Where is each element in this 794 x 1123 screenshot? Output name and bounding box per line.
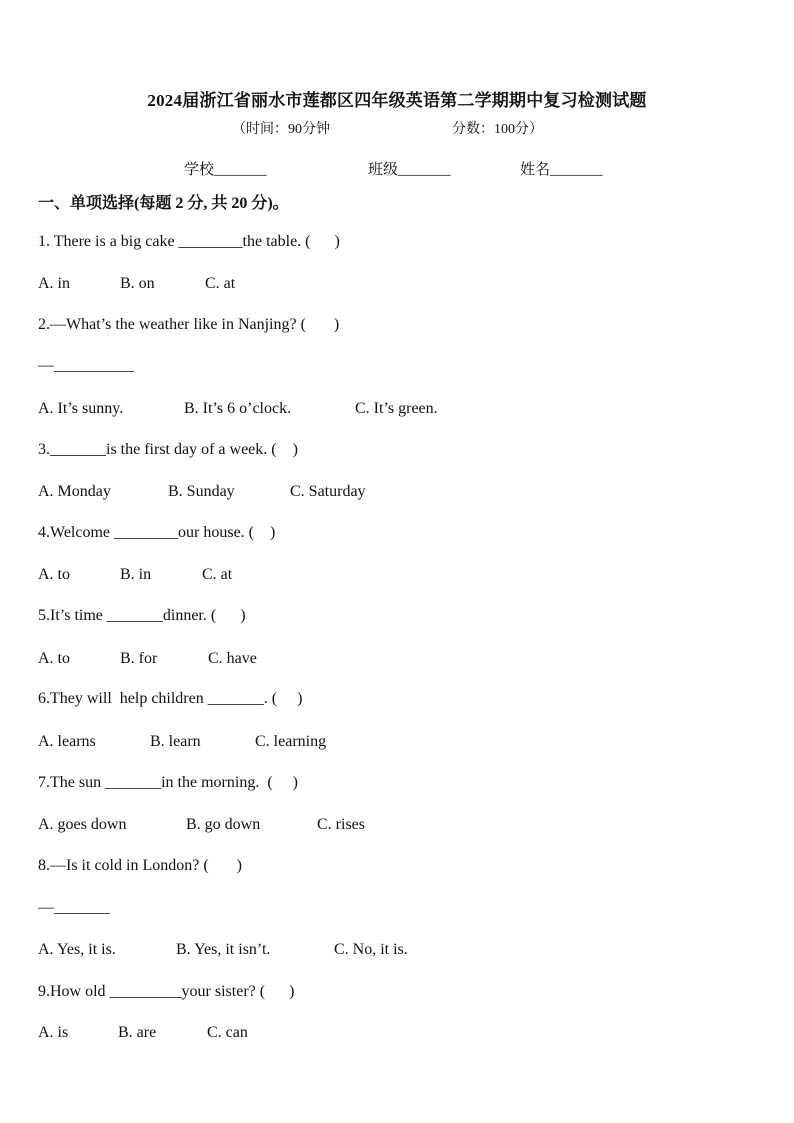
question-1-option-b: B. on bbox=[120, 275, 155, 292]
question-4-option-b: B. in bbox=[120, 566, 152, 583]
name-field: 姓名_______ bbox=[520, 162, 603, 178]
question-4-option-a: A. to bbox=[38, 566, 70, 583]
exam-time: （时间：90分钟 bbox=[232, 122, 330, 137]
question-7-option-a: A. goes down bbox=[38, 816, 127, 833]
exam-title: 2024届浙江省丽水市莲都区四年级英语第二学期期中复习检测试题 bbox=[147, 91, 647, 110]
question-9-option-a: A. is bbox=[38, 1024, 69, 1041]
question-2-stem: 2.—What’s the weather like in Nanjing? ( ) bbox=[38, 316, 340, 333]
question-2-answer-line: —__________ bbox=[38, 357, 134, 374]
question-8-stem: 8.—Is it cold in London? ( ) bbox=[38, 857, 242, 874]
question-8-answer-line: —_______ bbox=[38, 899, 110, 916]
question-3-option-c: C. Saturday bbox=[290, 483, 366, 500]
question-3-option-a: A. Monday bbox=[38, 483, 111, 500]
question-5-option-a: A. to bbox=[38, 650, 70, 667]
exam-score: 分数：100分） bbox=[452, 122, 543, 137]
question-9-option-c: C. can bbox=[207, 1024, 248, 1041]
school-field: 学校_______ bbox=[184, 162, 267, 178]
question-1-stem: 1. There is a big cake ________the table. ( ) bbox=[38, 233, 340, 250]
question-7-option-c: C. rises bbox=[317, 816, 365, 833]
question-3-stem: 3._______is the first day of a week. ( ) bbox=[38, 441, 298, 458]
question-6-option-a: A. learns bbox=[38, 733, 96, 750]
question-5-option-b: B. for bbox=[120, 650, 158, 667]
question-6-option-c: C. learning bbox=[255, 733, 327, 750]
question-3-option-b: B. Sunday bbox=[168, 483, 235, 500]
question-7-stem: 7.The sun _______in the morning. ( ) bbox=[38, 774, 298, 791]
question-5-stem: 5.It’s time _______dinner. ( ) bbox=[38, 607, 246, 624]
class-field: 班级_______ bbox=[368, 162, 451, 178]
question-2-option-a: A. It’s sunny. bbox=[38, 400, 124, 417]
question-7-option-b: B. go down bbox=[186, 816, 261, 833]
question-4-option-c: C. at bbox=[202, 566, 233, 583]
question-9-option-b: B. are bbox=[118, 1024, 157, 1041]
question-1-option-c: C. at bbox=[205, 275, 236, 292]
question-6-stem: 6.They will help children _______. ( ) bbox=[38, 690, 303, 707]
question-6-option-b: B. learn bbox=[150, 733, 201, 750]
question-1-option-a: A. in bbox=[38, 275, 70, 292]
question-8-option-a: A. Yes, it is. bbox=[38, 941, 116, 958]
question-2-option-b: B. It’s 6 o’clock. bbox=[184, 400, 292, 417]
question-8-option-b: B. Yes, it isn’t. bbox=[176, 941, 271, 958]
question-8-option-c: C. No, it is. bbox=[334, 941, 408, 958]
question-2-option-c: C. It’s green. bbox=[355, 400, 438, 417]
question-9-stem: 9.How old _________your sister? ( ) bbox=[38, 983, 295, 1000]
question-5-option-c: C. have bbox=[208, 650, 257, 667]
section-title: 一、单项选择(每题 2 分, 共 20 分)。 bbox=[38, 195, 289, 212]
question-4-stem: 4.Welcome ________our house. ( ) bbox=[38, 524, 276, 541]
